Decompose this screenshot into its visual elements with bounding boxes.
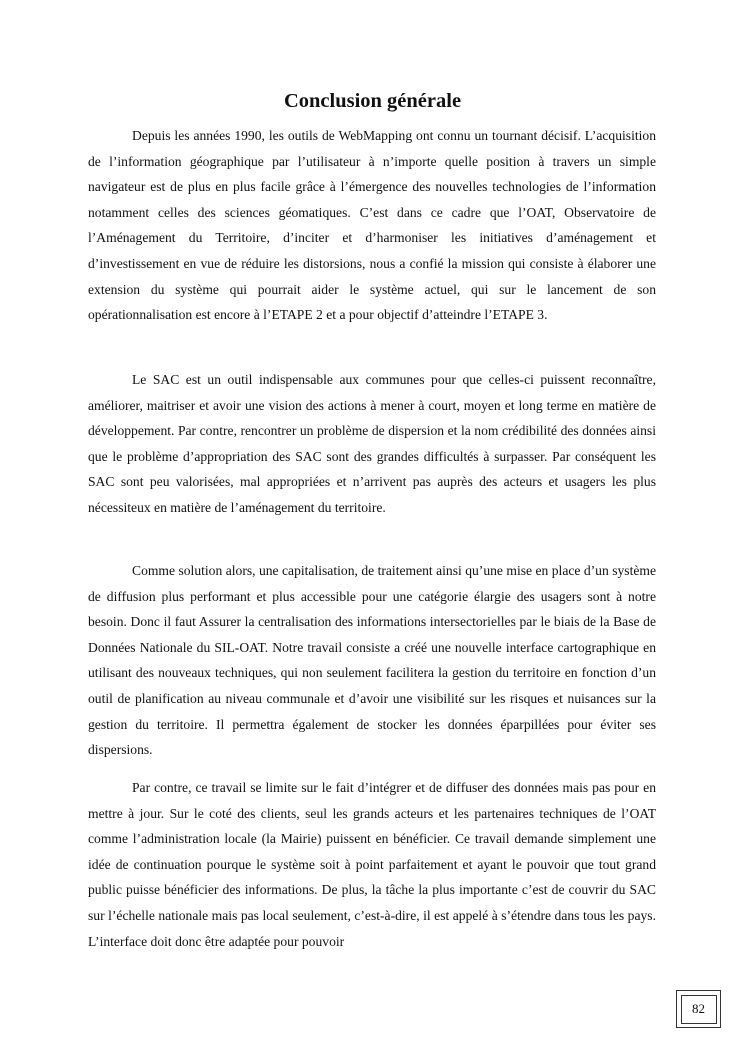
paragraph-2: Le SAC est un outil indispensable aux communes pour que celles-ci puissent reconnaître, améliorer, maitriser et avoir une vision des actions à mener à court, moyen et long terme en matière de développement. Par contre, rencontrer un problème de dispersion et la nom crédibilité des données ainsi que le problème d’appropriation des SAC sont des grandes difficultés à surpasser. Par conséquent les SAC sont peu valorisées, mal appropriées et n’arrivent pas auprès des acteurs et usagers les plus nécessiteux en matière de l’aménagement du territoire. — [88, 372, 656, 515]
paragraph-3: Comme solution alors, une capitalisation, de traitement ainsi qu’une mise en place d’un système de diffusion plus performant et plus accessible pour une catégorie élargie des usagers sont à notre besoin. Donc il faut Assurer la centralisation des informations intersectorielles par le biais de la Base de Données Nationale du SIL-OAT. Notre travail consiste a créé une nouvelle interface cartographique en utilisant des nouveaux techniques, qui non seulement facilitera la gestion du territoire en fonction d’un outil de planification au niveau communale et d’avoir une visibilité sur les risques et nuisances sur la gestion du territoire. Il permettra également de stocker les données éparpillées pour éviter ses dispersions. — [88, 563, 656, 758]
paragraph-1: Depuis les années 1990, les outils de WebMapping ont connu un tournant décisif. L’acquisition de l’information géographique par l’utilisateur à n’importe quelle position à travers un simple navigateur est de plus en plus facile grâce à l’émergence des nouvelles technologies de l’information notamment celles des sciences géomatiques. C’est dans ce cadre que l’OAT, Observatoire de l’Aménagement du Territoire, d’inciter et d’harmoniser les initiatives d’aménagement et d’investissement en vue de réduire les distorsions, nous a confié la mission qui consiste à élaborer une extension du système qui pourrait aider le système actuel, qui sur le lancement de son opérationnalisation est encore à l’ETAPE 2 et a pour objectif d’atteindre l’ETAPE 3. — [88, 128, 656, 323]
page-title: Conclusion générale — [283, 90, 462, 112]
paragraph-4: Par contre, ce travail se limite sur le fait d’intégrer et de diffuser des données mais pas pour en mettre à jour. Sur le coté des clients, seul les grands acteurs et les partenaires techniques de l’OAT comme l’administration locale (la Mairie) puissent en bénéficier. Ce travail demande simplement une idée de continuation pourque le système soit à point parfaitement et ayant le pouvoir que tout grand public puisse bénéficier des informations. De plus, la tâche la plus importante c’est de couvrir du SAC sur l’échelle nationale mais pas local seulement, c’est-à-dire, il est appelé à s’étendre dans tous les pays. L’interface doit donc être adaptée pour pouvoir — [88, 780, 656, 949]
page-number: 82 — [681, 995, 717, 1024]
page-number-frame — [676, 990, 721, 1028]
